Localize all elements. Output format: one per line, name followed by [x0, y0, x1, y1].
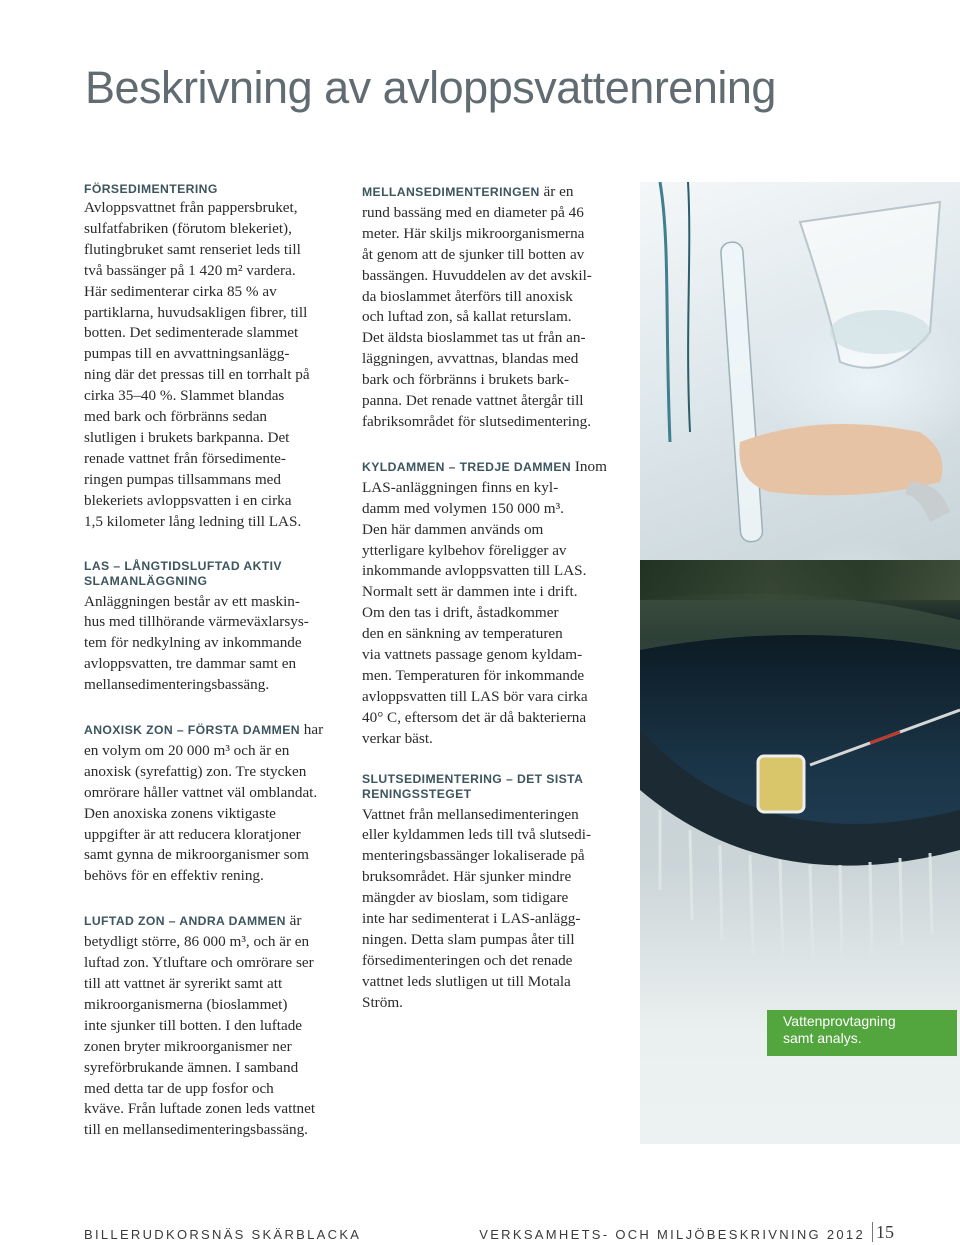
text-line: en volym om 20 000 m³ och är en — [84, 741, 290, 759]
text-line: menteringsbassänger lokaliserade på — [362, 847, 585, 865]
text-line: blekeriets avloppsvatten i en cirka — [84, 491, 292, 509]
text-line: Normalt sett är dammen inte i drift. — [362, 583, 578, 601]
text-line: bark och förbränns i brukets bark- — [362, 371, 570, 389]
section-lead-line — [362, 182, 626, 203]
text-line: via vattnets passage genom kyldam- — [362, 646, 583, 664]
heading-line: SLUTSEDIMENTERING – DET SISTA — [362, 771, 584, 786]
text-line: betydligt större, 86 000 m³, och är en — [84, 933, 310, 951]
text-line: damm med volymen 150 000 m³. — [362, 499, 564, 517]
text-line: LAS-anläggningen finns en kyl- — [362, 478, 559, 496]
text-line: ning där det pressas till en torrhalt på — [84, 366, 310, 384]
text-line: Det äldsta bioslammet tas ut från an- — [362, 329, 586, 347]
text-line: omrörare håller vattnet väl omblandat. — [84, 783, 318, 801]
text-line: mängder av bioslam, som tidigare — [362, 889, 569, 907]
text-line: med bark och förbränns sedan — [84, 408, 268, 426]
text-fragment: har — [303, 721, 324, 739]
footer-publication: VERKSAMHETS- OCH MILJÖBESKRIVNING 2012 — [479, 1227, 865, 1242]
section-mellansedimenteringen — [362, 182, 626, 433]
lab-scene-illustration — [640, 182, 960, 562]
section-las — [84, 559, 346, 697]
text-line: eller kyldammen leds till två slutsedi- — [362, 826, 592, 844]
text-line: zonen bryter mikroorganismer ner — [84, 1037, 292, 1055]
text-line: bassängen. Huvuddelen av det avskil- — [362, 266, 592, 284]
heading-line: SLAMANLÄGGNING — [84, 573, 208, 588]
text-line: samt gynna de mikroorganismer som — [84, 846, 309, 864]
text-line: Här sedimenterar cirka 85 % av — [84, 282, 277, 300]
section-heading: ANOXISK ZON – FÖRSTA DAMMEN — [84, 723, 300, 738]
heading-line: RENINGSSTEGET — [362, 786, 472, 801]
section-lead-line — [362, 457, 626, 478]
section-lead-line — [84, 720, 346, 741]
text-line: Avloppsvattnet från pappersbruket, — [84, 199, 298, 216]
text-line: Anläggningen består av ett maskin- — [84, 592, 300, 610]
text-line: meter. Här skiljs mikroorganismerna — [362, 224, 585, 242]
section-heading: FÖRSEDIMENTERING — [84, 182, 218, 196]
caption-line: Vattenprovtagning — [783, 1013, 896, 1029]
text-line: renade vattnet från försedimente- — [84, 449, 286, 467]
photo-caption — [767, 1010, 957, 1056]
text-line: den en sänkning av temperaturen — [362, 625, 563, 643]
text-line: syreförbrukande ämnen. I samband — [84, 1058, 299, 1076]
section-heading: KYLDAMMEN – TREDJE DAMMEN — [362, 459, 572, 474]
text-line: flutingbruket samt renseriet leds till — [84, 240, 301, 258]
text-line: mellansedimenteringsbassäng. — [84, 676, 270, 694]
text-line: rund bassäng med en diameter på 46 — [362, 203, 584, 221]
text-line: luftad zon. Ytluftare och omrörare ser — [84, 954, 314, 972]
text-line: 40° C, eftersom det är då bakterierna — [362, 708, 587, 726]
text-line: Vattnet från mellansedimenteringen — [362, 805, 579, 823]
text-line: läggningen, avvattnas, blandas med — [362, 350, 579, 368]
text-line: mikroorganismerna (bioslammet) — [84, 995, 288, 1013]
text-line: hus med tillhörande värmeväxlarsys- — [84, 613, 309, 631]
text-line: inte har sedimenterat i LAS-anlägg- — [362, 910, 581, 928]
text-fragment: är — [289, 912, 302, 930]
text-line: ningen. Detta slam pumpas åter till — [362, 931, 575, 948]
text-line: 1,5 kilometer lång ledning till LAS. — [84, 512, 302, 530]
section-anoxisk-zon — [84, 720, 346, 887]
text-column-left — [84, 182, 346, 1141]
text-line: och luftad zon, så kallat returslam. — [362, 308, 572, 326]
text-line: bruksområdet. Här sjunker mindre — [362, 868, 572, 886]
page-title: Beskrivning av avloppsvattenrening — [85, 62, 776, 113]
text-fragment: Inom — [574, 457, 607, 475]
text-line: två bassänger på 1 420 m² vardera. — [84, 261, 296, 279]
text-line: da bioslammet återförs till anoxisk — [362, 287, 573, 305]
section-lead-line — [84, 911, 346, 932]
photo-lab-beaker — [640, 182, 960, 562]
footer-company: BILLERUDKORSNÄS SKÄRBLACKA — [84, 1227, 362, 1242]
section-heading: MELLANSEDIMENTERINGEN — [362, 185, 540, 199]
text-line: sulfatfabriken (förutom blekeriet), — [84, 219, 292, 237]
section-heading — [362, 772, 626, 802]
text-line: fabriksområdet för slutsedimentering. — [362, 412, 592, 430]
basin-illustration — [640, 560, 960, 1144]
text-line: men. Temperaturen för inkommande — [362, 666, 585, 684]
photo-water-sampling — [640, 182, 960, 1144]
text-line: ytterligare kylbehov föreligger av — [362, 541, 567, 559]
section-luftad-zon — [84, 911, 346, 1141]
text-line: till en mellansedimenteringsbassäng. — [84, 1121, 308, 1139]
text-line: uppgifter är att reducera kloratjoner — [84, 825, 301, 843]
text-line: Ström. — [362, 993, 403, 1011]
section-heading — [84, 559, 346, 589]
text-line: med detta tar de upp fosfor och — [84, 1079, 274, 1097]
text-line: kväve. Från luftade zonen leds vattnet — [84, 1100, 316, 1118]
text-line: tem för nedkylning av inkommande — [84, 634, 302, 652]
text-line: åt genom att de sjunker till botten av — [362, 245, 585, 263]
text-line: Den här dammen används om — [362, 520, 544, 538]
text-line: botten. Det sedimenterade slammet — [84, 324, 299, 342]
text-line: verkar bäst. — [362, 729, 433, 747]
text-line: Den anoxiska zonens viktigaste — [84, 804, 276, 822]
text-line: panna. Det renade vattnet återgår till — [362, 392, 584, 410]
page-number: 15 — [876, 1222, 894, 1242]
text-line: inkommande avloppsvatten till LAS. — [362, 562, 587, 580]
heading-line: LAS – LÅNGTIDSLUFTAD AKTIV — [84, 558, 282, 573]
text-line: anoxisk (syrefattig) zon. Tre stycken — [84, 762, 307, 780]
text-line: cirka 35–40 %. Slammet blandas — [84, 387, 285, 405]
text-line: partiklarna, huvudsakligen fibrer, till — [84, 303, 308, 321]
text-line: vattnet leds slutligen ut till Motala — [362, 972, 571, 990]
text-line: pumpas till en avvattningsanlägg- — [84, 345, 290, 363]
text-line: avloppsvatten till LAS bör vara cirka — [362, 687, 588, 705]
text-line: inte sjunker till botten. I den luftade — [84, 1016, 303, 1034]
caption-line: samt analys. — [783, 1030, 862, 1046]
text-line: Om den tas i drift, åstadkommer — [362, 604, 559, 622]
text-line: behövs för en effektiv rening. — [84, 867, 264, 885]
text-column-middle — [362, 182, 626, 1014]
text-line: till att vattnet är syrerikt samt att — [84, 975, 283, 992]
section-forsedimentering — [84, 182, 346, 533]
section-kyldammen — [362, 457, 626, 750]
text-line: slutligen i brukets barkpanna. Det — [84, 428, 290, 446]
section-heading: LUFTAD ZON – ANDRA DAMMEN — [84, 914, 286, 929]
photo-treeline — [640, 560, 960, 600]
section-slutsedimentering — [362, 772, 626, 1014]
text-line: ringen pumpas tillsammans med — [84, 470, 281, 488]
photo-basin — [640, 560, 960, 1144]
text-line: avloppsvatten, tre dammar samt en — [84, 655, 297, 673]
text-line: försedimenteringen och det renade — [362, 951, 573, 969]
text-fragment: är en — [543, 183, 574, 200]
footer-divider — [872, 1222, 873, 1242]
